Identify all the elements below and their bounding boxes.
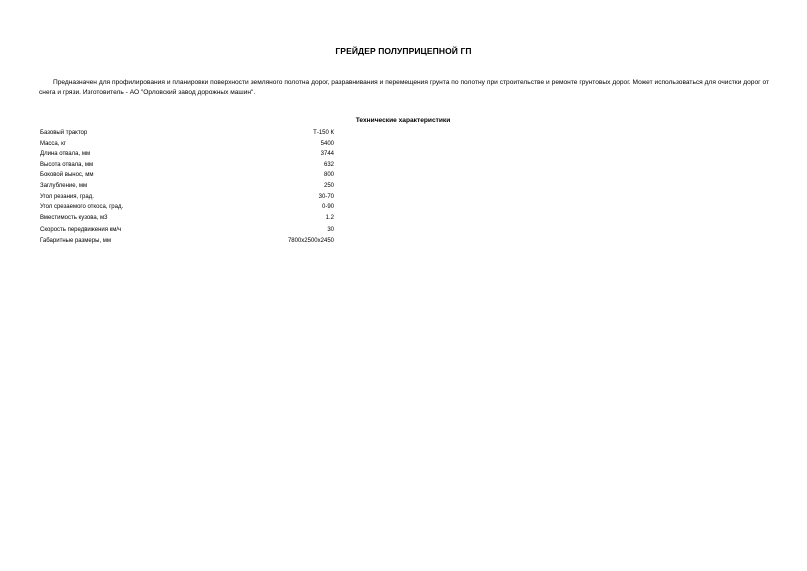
specs-table — [40, 130, 336, 248]
spec-label: Заглубление, мм — [40, 182, 88, 189]
spec-label: Длина отвала, мм — [40, 151, 91, 158]
spec-row — [40, 130, 336, 141]
spec-value: 0-90 — [321, 204, 334, 211]
spec-label: Боковой вынос, мм — [40, 172, 94, 179]
spec-value: 632 — [323, 161, 334, 168]
page-title: ГРЕЙДЕР ПОЛУПРИЦЕПНОЙ ГП — [335, 46, 472, 56]
spec-value: 5400 — [320, 140, 334, 147]
spec-row — [40, 238, 336, 249]
spec-value: 30-70 — [318, 193, 334, 200]
spec-row — [40, 141, 336, 152]
spec-value: 3744 — [320, 151, 334, 158]
spec-label: Угол резания, град. — [40, 193, 94, 200]
spec-row — [40, 215, 336, 227]
spec-label: Угол срезаемого откоса, град. — [40, 204, 124, 211]
spec-value: Т-150 К — [313, 130, 334, 136]
spec-value: 1.2 — [325, 214, 334, 221]
spec-label: Вместимость кузова, м3 — [40, 214, 108, 221]
spec-row — [40, 151, 336, 162]
spec-value: 250 — [323, 182, 334, 189]
spec-label: Высота отвала, мм — [40, 161, 94, 168]
intro-paragraph: Предназначен для профилирования и планировки поверхности земляного полотна дорог, разравнивания и перемещения грунта по полотну при строительстве и ремонте грунтовых дорог. Может использоваться для очистки дорог от снега и грязи. Изготовитель - АО "Орловский завод дорожных машин". — [39, 79, 769, 96]
spec-row — [40, 204, 336, 215]
spec-value: 800 — [323, 172, 334, 179]
spec-row — [40, 194, 336, 205]
spec-row — [40, 172, 336, 183]
spec-row — [40, 227, 336, 238]
spec-value: 7800х2500х2450 — [287, 237, 334, 244]
spec-label: Габаритные размеры, мм — [40, 237, 112, 244]
spec-label: Скорость передвижения км/ч — [40, 226, 122, 233]
spec-row — [40, 162, 336, 173]
spec-label: Базовый трактор — [40, 130, 88, 136]
specs-heading: Технические характеристики — [355, 117, 451, 124]
spec-row — [40, 183, 336, 194]
spec-value: 30 — [327, 226, 334, 233]
spec-label: Масса, кг — [40, 140, 66, 147]
